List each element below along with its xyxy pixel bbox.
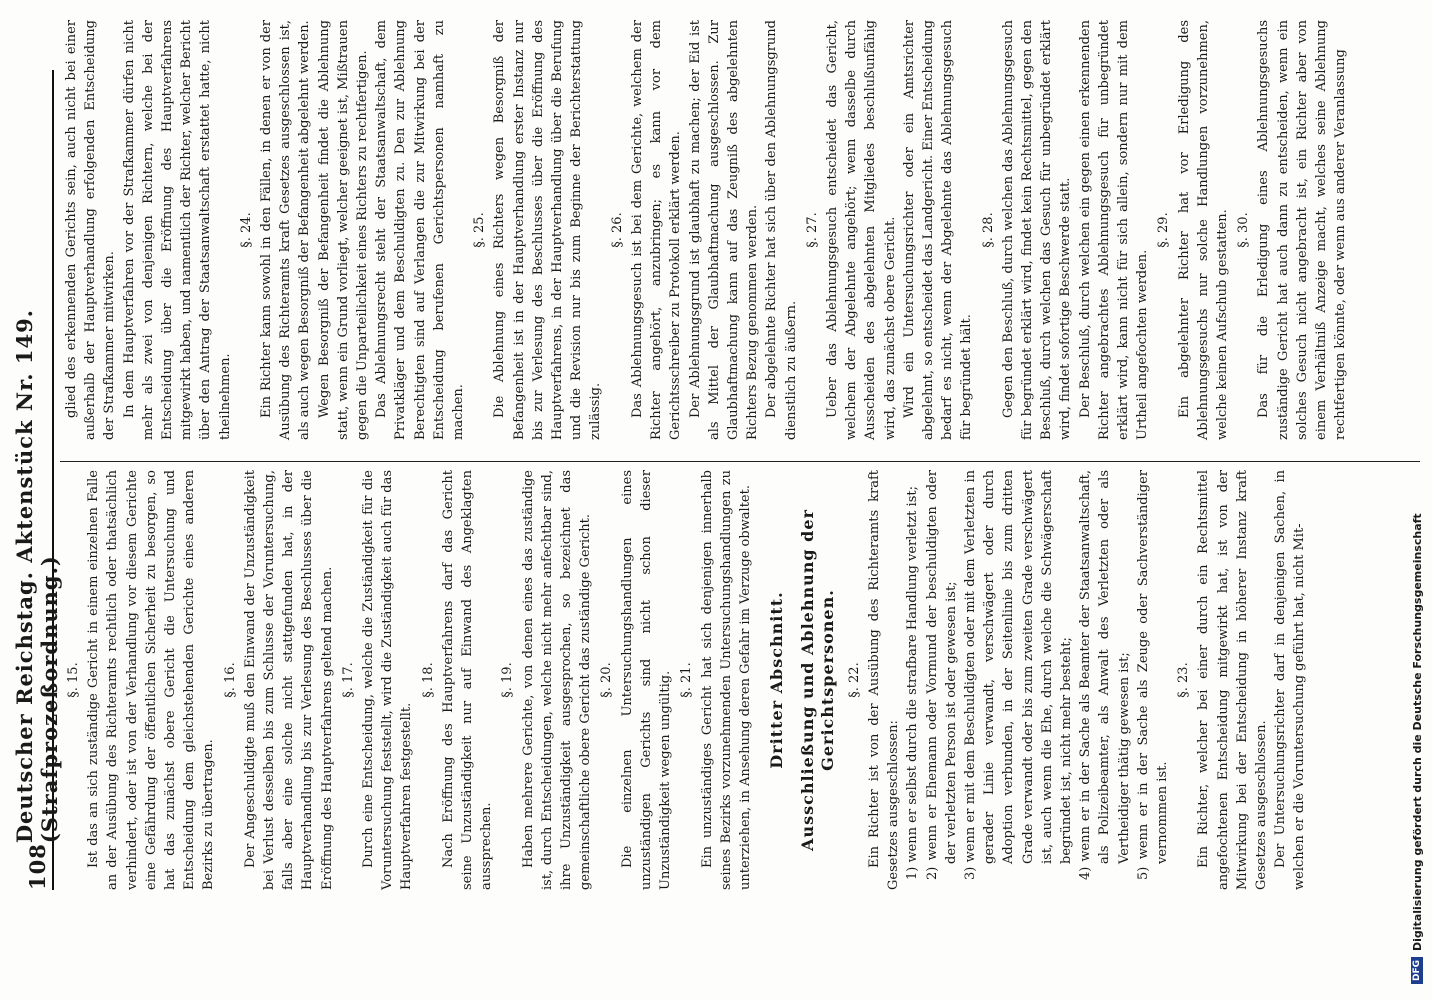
left-column: [62, 470, 1310, 890]
right-column: [62, 20, 1350, 440]
column-divider: [60, 461, 1420, 462]
list-item: 3) wenn er mit dem Beschuldigten oder mit dem Verletzten in gerader Linie verwandt, verschwägert oder durch Adoption verbunden, in der Seitenlinie bis zum dritten Grade verwandt oder bis zum zweiten Grade verschwägert ist, auch wenn die Ehe, durch welche die Schwägerschaft begründet ist, nicht mehr besteht;: [962, 470, 1074, 880]
paragraph: Wird ein Untersuchungsrichter oder ein Amtsrichter abgelehnt, so entscheidet das Landgericht. Einer Entscheidung bedarf es nicht, wenn der Abgelehnte das Ablehnungsgesuch für begründet hält.: [901, 20, 975, 440]
paragraph: Das Ablehnungsrecht steht der Staatsanwaltschaft, dem Privatkläger und dem Beschuldigten zu. Den zur Ablehnung Berechtigten sind auf Verlangen die zur Mitwirkung bei der Entscheidung berufenen Gerichtspersonen namhaft zu machen.: [374, 20, 467, 440]
list-item: 1) wenn er selbst durch die strafbare Handlung verletzt ist;: [905, 486, 921, 880]
section-number: §. 22.: [846, 662, 862, 698]
list-item: 4) wenn er in der Sache als Beamter der Staatsanwaltschaft, als Polizeibeamter, als Anwalt des Verletzten oder als Vertheidiger thätig gewesen ist;: [1078, 470, 1132, 880]
paragraph: Der Ablehnungsgrund ist glaubhaft zu machen; der Eid ist als Mittel der Glaubhaftmachung ausgeschlossen. Zur Glaubhaftmachung kann auf das Zeugniß des abgelehnten Richters Bezug genommen werden.: [687, 20, 761, 440]
paragraph: glied des erkennenden Gerichts sein, auch nicht bei einer außerhalb der Hauptverhandlung erfolgenden Entscheidung der Strafkammer mitwirken.: [64, 20, 118, 440]
section-number: §. 17.: [340, 662, 356, 698]
paragraph: Ein Richter kann sowohl in den Fällen, in denen er von der Ausübung des Richteramts kraft Gesetzes ausgeschlossen ist, als auch wegen Besorgniß der Befangenheit abgelehnt werden.: [259, 20, 313, 440]
section-number: §. 18.: [420, 662, 436, 698]
paragraph: Der Untersuchungsrichter darf in denjenigen Sachen, in welchen er die Voruntersuchung geführt hat, nicht Mit-: [1273, 470, 1308, 890]
page-title: Deutscher Reichstag. Aktenstück Nr. 149. (Strafprozeßordnung.): [12, 309, 62, 844]
paragraph: Ein Richter ist von der Ausübung des Richteramts kraft Gesetzes ausgeschlossen:: [866, 470, 902, 890]
paragraph: Durch eine Entscheidung, welche die Zuständigkeit für die Voruntersuchung feststellt, wird die Zuständigkeit auch für das Hauptverfahren festgestellt.: [361, 470, 415, 890]
list-item: 5) wenn er in der Sache als Zeuge oder Sachverständiger vernommen ist.: [1135, 470, 1170, 880]
section-number: §. 27.: [804, 212, 820, 248]
paragraph: Ist das an sich zuständige Gericht in einem einzelnen Falle an der Ausübung des Richteramts rechtlich oder thatsächlich verhindert, oder ist von der Verhandlung vor diesem Gerichte eine Gefährdung der öffentlichen Sicherheit zu besorgen, so hat das zunächst obere Gericht die Untersuchung und Entscheidung dem gleichstehenden Gerichte eines anderen Bezirks zu übertragen.: [86, 470, 217, 890]
section-number: §. 16.: [222, 662, 238, 698]
paragraph: Gegen den Beschluß, durch welchen das Ablehnungsgesuch für begründet erklärt wird, findet kein Rechtsmittel, gegen den Beschluß, durch welchen das Gesuch für unbegründet erklärt wird, findet sofortige Beschwerde statt.: [1000, 20, 1074, 440]
paragraph: Das für die Erledigung eines Ablehnungsgesuchs zuständige Gericht hat auch dann zu entscheiden, wenn ein solches Gesuch nicht angebracht ist, ein Richter aber von einem Verhältniß Anzeige macht, welches seine Ablehnung rechtfertigen könnte, oder wenn aus anderer Veranlassung: [1256, 20, 1349, 440]
section-number: §. 21.: [679, 662, 695, 698]
paragraph: Der Beschluß, durch welchen ein gegen einen erkennenden Richter angebrachtes Ablehnungsgesuch für unbegründet erklärt wird, kann nicht für sich allein, sondern nur mit dem Urtheil angefochten werden.: [1077, 20, 1151, 440]
section-number: §. 28.: [980, 212, 996, 248]
digitization-sidebar: [1402, 0, 1432, 1000]
sidebar-credit: Digitalisierung gefördert durch die Deutsche Forschungsgemeinschaft: [1410, 513, 1424, 951]
paragraph: Wegen Besorgniß der Befangenheit findet die Ablehnung statt, wenn ein Grund vorliegt, welcher geeignet ist, Mißtrauen gegen die Unparteilichkeit eines Richters zu rechtfertigen.: [316, 20, 371, 440]
section-heading: Ausschließung und Ablehnung der Gerichtspersonen.: [798, 509, 837, 851]
paragraph: Haben mehrere Gerichte, von denen eines das zuständige ist, durch Entscheidungen, welche nicht mehr anfechtbar sind, ihre Unzuständigkeit ausgesprochen, so bezeichnet das gemeinschaftliche obere Gericht das zuständige Gericht.: [520, 470, 594, 890]
paragraph: Die Ablehnung eines Richters wegen Besorgniß der Befangenheit ist in der Hauptverhandlung erster Instanz nur bis zur Verlesung des Beschlusses über die Eröffnung des Hauptverfahrens, in der Hauptverhandlung über die Berufung und die Revision nur bis zum Beginne der Berichterstattung zulässig.: [492, 20, 604, 440]
section-number: §. 24.: [238, 212, 254, 248]
section-number: §. 19.: [500, 662, 516, 698]
section-number: §. 15.: [66, 662, 81, 698]
paragraph: In dem Hauptverfahren vor der Strafkammer dürfen nicht mehr als zwei von denjenigen Richtern, welche bei der Entscheidung über die Eröffnung des Hauptverfahrens mitgewirkt haben, und namentlich der Richter, welcher Bericht über den Antrag der Staatsanwaltschaft erstattet hatte, nicht theilnehmen.: [121, 20, 233, 440]
section-number: §. 29.: [1156, 212, 1172, 248]
section-number: §. 20.: [599, 662, 615, 698]
page-header: [12, 70, 62, 890]
paragraph: Der Angeschuldigte muß den Einwand der Unzuständigkeit bei Verlust desselben bis zum Schlusse der Voruntersuchung, falls aber eine solche nicht stattgefunden hat, in der Hauptverhandlung bis zur Verlesung des Beschlusses über die Eröffnung des Hauptverfahrens geltend machen.: [242, 470, 335, 890]
list-item: 2) wenn er Ehemann oder Vormund der beschuldigten oder der verletzten Person ist oder gewesen ist;: [924, 470, 959, 880]
section-heading: Dritter Abschnitt.: [767, 591, 787, 769]
paragraph: Ein unzuständiges Gericht hat sich denjenigen innerhalb seines Bezirks vorzunehmenden Untersuchungshandlungen zu unterziehen, in Ansehung deren Gefahr im Verzuge obwaltet.: [699, 470, 753, 890]
paragraph: Der abgelehnte Richter hat sich über den Ablehnungsgrund dienstlich zu äußern.: [764, 20, 799, 440]
paragraph: Ein Richter, welcher bei einer durch ein Rechtsmittel angefochtenen Entscheidung mitgewirkt hat, ist von der Mitwirkung bei der Entscheidung in höherer Instanz kraft Gesetzes ausgeschlossen.: [1196, 470, 1269, 890]
paragraph: Das Ablehnungsgesuch ist bei dem Gerichte, welchem der Richter angehört, anzubringen; es kann vor dem Gerichtsschreiber zu Protokoll erklärt werden.: [629, 20, 684, 440]
section-number: §. 30.: [1236, 212, 1252, 248]
section-number: §. 23.: [1176, 662, 1192, 698]
paragraph: Die einzelnen Untersuchungshandlungen eines unzuständigen Gerichts sind nicht schon dieser Unzuständigkeit wegen ungültig.: [619, 470, 674, 890]
paragraph: Nach Eröffnung des Hauptverfahrens darf das Gericht seine Unzuständigkeit nur auf Einwand des Angeklagten aussprechen.: [440, 470, 495, 890]
section-number: §. 25.: [472, 212, 488, 248]
section-number: §. 26.: [609, 212, 625, 248]
paragraph: Ein abgelehnter Richter hat vor Erledigung des Ablehnungsgesuchs nur solche Handlungen vorzunehmen, welche keinen Aufschub gestatten.: [1176, 20, 1230, 440]
page-number: 108: [24, 843, 50, 890]
dfg-logo-icon: DFG: [1411, 957, 1423, 984]
paragraph: Ueber das Ablehnungsgesuch entscheidet das Gericht, welchem der Abgelehnte angehört; wenn dasselbe durch Ausscheiden des abgelehnten Mitgliedes beschlußunfähig wird, das zunächst obere Gericht.: [824, 20, 898, 440]
